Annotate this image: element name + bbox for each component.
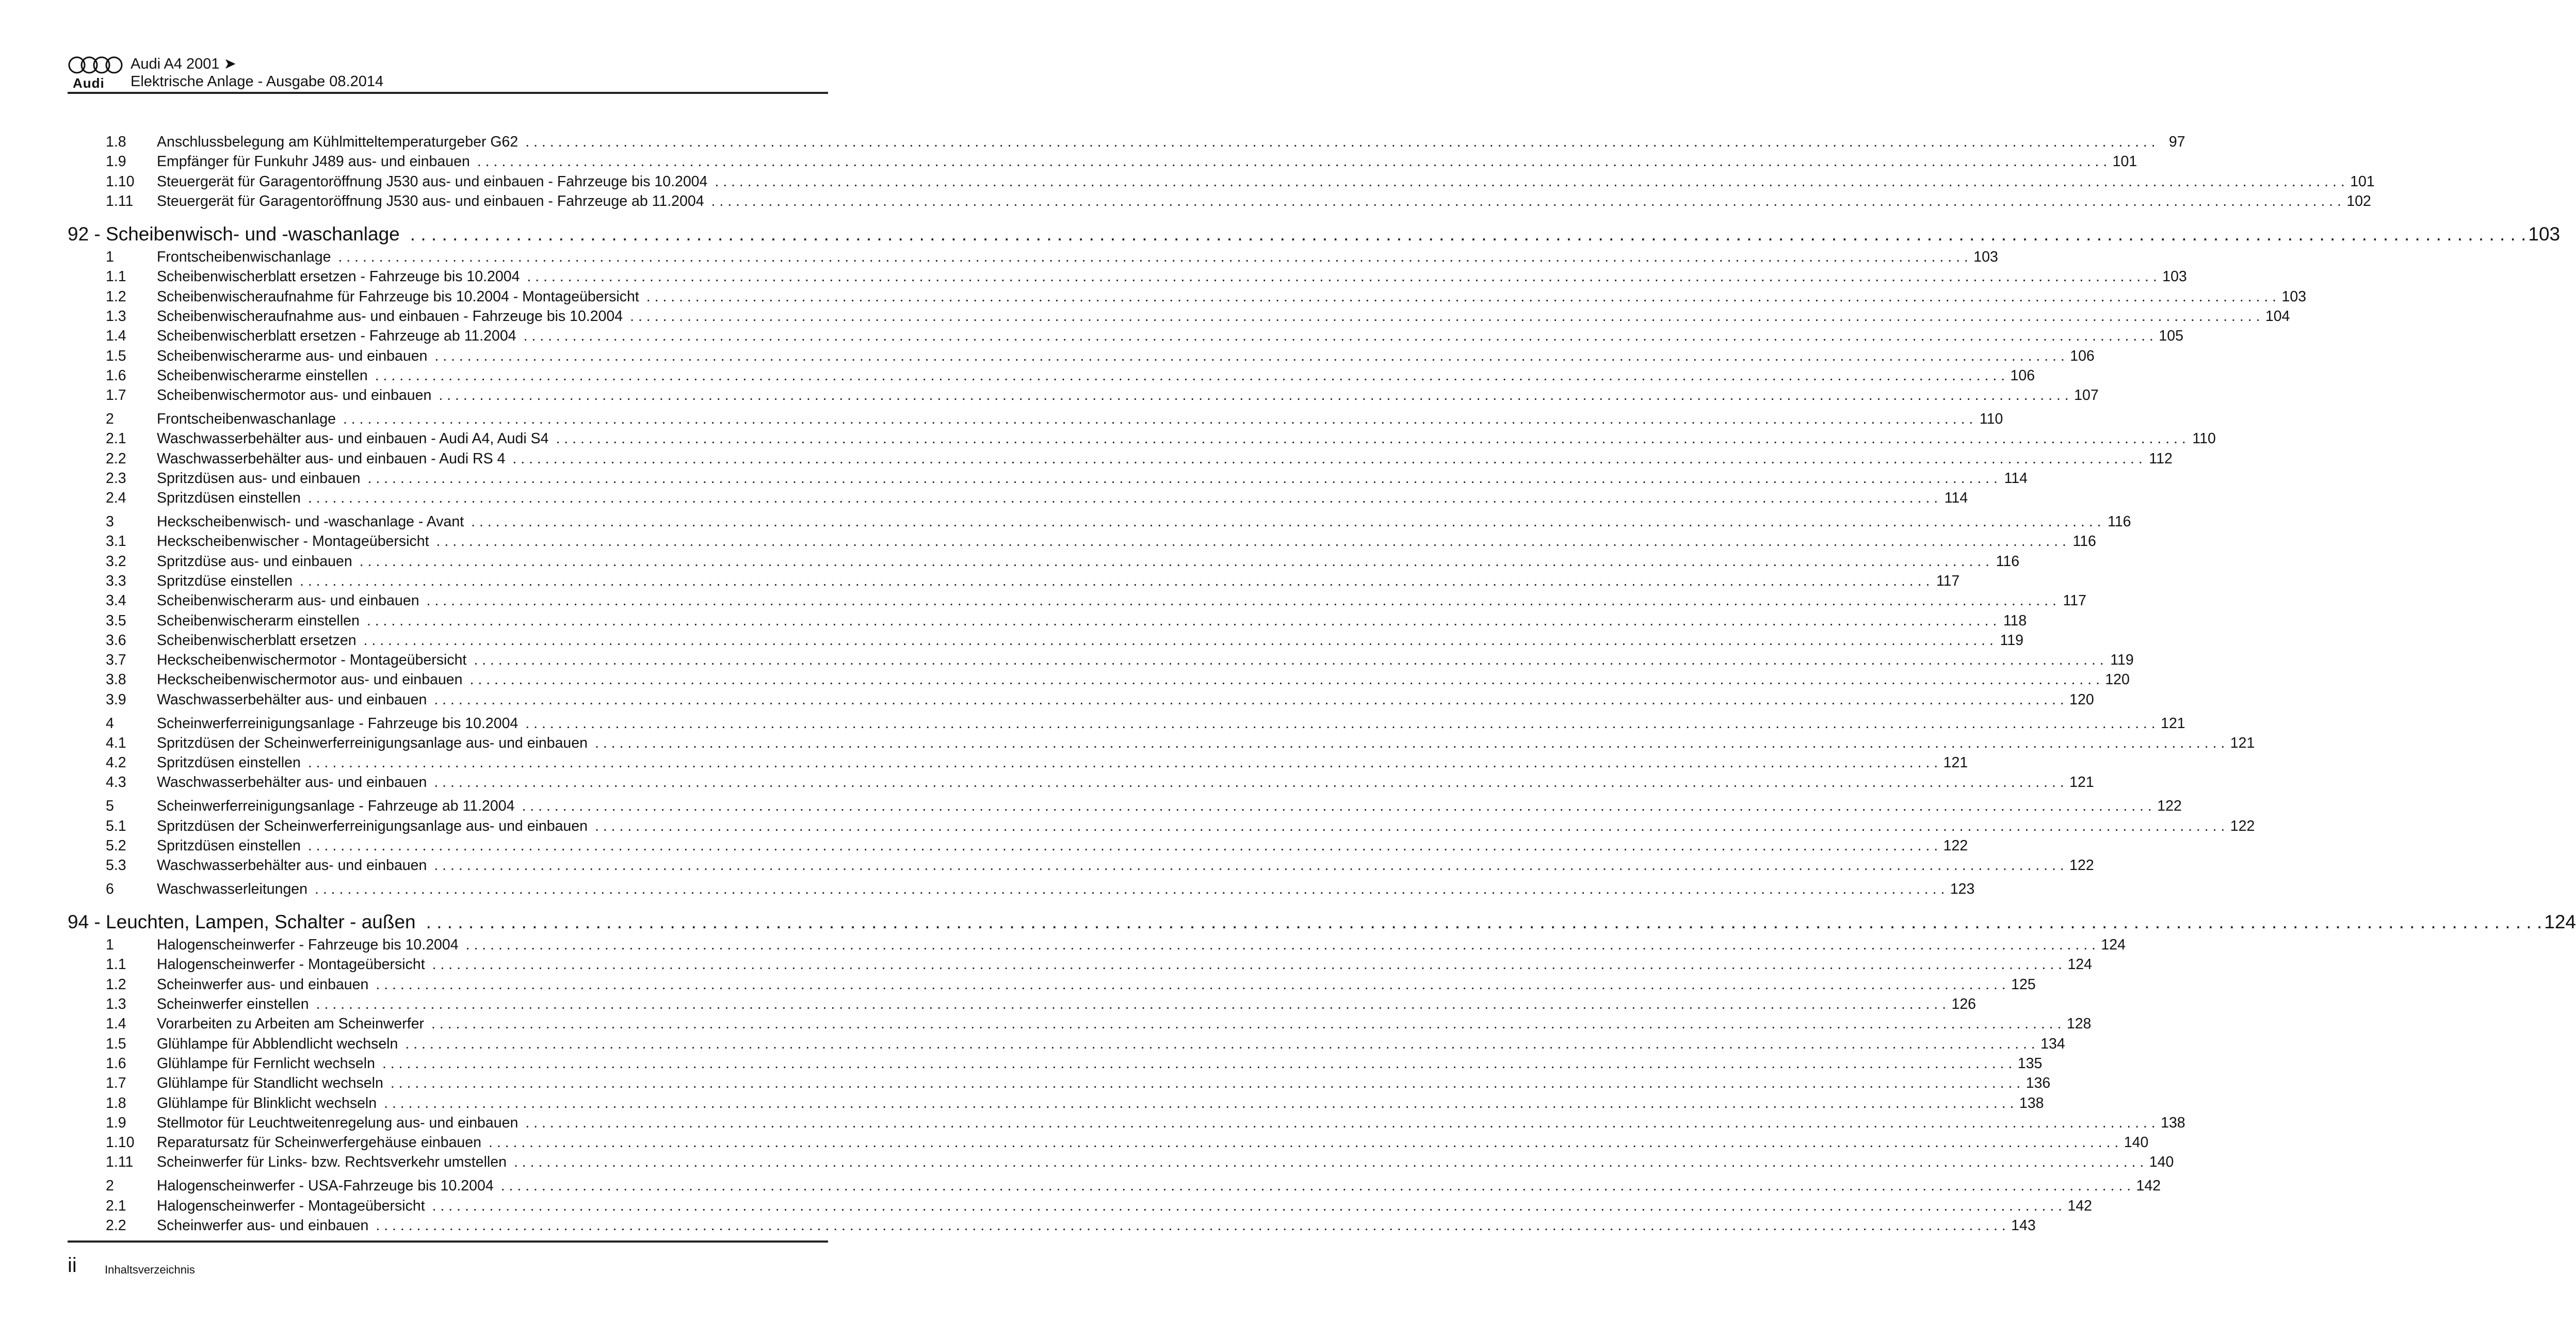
toc-title: Scheinwerfer für Links- bzw. Rechtsverkehr umstellen (157, 1154, 507, 1171)
toc-number: 1.10 (106, 1134, 135, 1151)
dot-leader: . . . . . . . . . . . . . . . . . . . . . . . . . . . . . . . . . . . . . . . . . . . . . . . . . . . . . . . . . . . . . . . . . . . . . . . . . . . . . . . . . . . . . . . . . . . . . . . . . . . . . . . . . . . . . . . . . . . . . . . . . . . . . . . . . . . . . . . . . . . . . . . . . . . . . . . . . . . . . . . . . . . . . . . . . . . . . . . . . . . . . . . . . . . . . . . . . . . . . . . . (434, 774, 2064, 791)
footer-section-label: Inhaltsverzeichnis (105, 1263, 195, 1276)
toc-page-number: 116 (1996, 553, 2020, 570)
toc-title: Halogenscheinwerfer - Montageübersicht (157, 1197, 425, 1214)
toc-entry[interactable] (68, 1196, 2092, 1216)
toc-number: 1.2 (106, 288, 126, 305)
dot-leader: . . . . . . . . . . . . . . . . . . . . . . . . . . . . . . . . . . . . . . . . . . . . . . . . . . . . . . . . . . . . . . . . . . . . . . . . . . . . . . . . . . . . . . . . . . . . . . . . . . . . . . . . . . . . . . . . . . . . . . . . . . . . . . . . . . . . . . . . . . . . . . . . . . . . . . . . . . . . . . . . . . . . . . . . . . . . . . . . . . . . . . . . . . . . . . . . . . . . . . . . (434, 347, 2065, 364)
toc-page-number: 117 (2063, 592, 2086, 609)
toc-title: Scheibenwischerblatt ersetzen - Fahrzeuge ab 11.2004 (157, 328, 516, 345)
toc-number: 2.2 (106, 1217, 126, 1234)
toc-number: 3.8 (106, 671, 126, 688)
toc-title: 94 - Leuchten, Lampen, Schalter - außen (68, 911, 416, 933)
toc-entry[interactable] (68, 753, 1968, 772)
toc-title: Steuergerät für Garagentoröffnung J530 aus- und einbauen - Fahrzeuge bis 10.2004 (157, 173, 708, 190)
toc-page-number: 116 (2072, 533, 2096, 550)
toc-entry[interactable] (68, 1113, 2185, 1133)
dot-leader: . . . . . . . . . . . . . . . . . . . . . . . . . . . . . . . . . . . . . . . . . . . . . . . . . . . . . . . . . . . . . . . . . . . . . . . . . . . . . . . . . . . . . . . . . . . . . . . . . . . . . . . . . . . . . . . . . . . . . . . . . . . . . . . . . . . . . . . . . . . . . . . . . . . . . . . . . . . . . . . . . . . . . . . . . . . . . . . . . . . . . . . . . . . . . . . . . . . . . . . . (432, 956, 2062, 973)
toc-number: 1.10 (106, 173, 135, 190)
toc-number: 1.7 (106, 387, 126, 404)
toc-entry[interactable] (68, 488, 1968, 508)
toc-number: 3.7 (106, 652, 126, 669)
toc-page-number: 118 (2003, 612, 2027, 629)
toc-title: Spritzdüsen einstellen (157, 490, 301, 507)
toc-entry[interactable] (68, 836, 1968, 856)
dot-leader: . . . . . . . . . . . . . . . . . . . . . . . . . . . . . . . . . . . . . . . . . . . . . . . . . . . . . . . . . . . . . . . . . . . . . . . . . . . . . . . . . . . . . . . . . . . . . . . . . . . . . . . . . . . . . . . . . . . . . . . . . . . . . . . . . . . . . . . . . . . . . . . . . . . . . . . . . . . . . . . . . . . . . . . . . . . . . . . . . . . . . . . . . . . . . . . . . . . . . . . . (646, 288, 2277, 305)
toc-page-number: 136 (2026, 1075, 2051, 1092)
toc-title: Waschwasserbehälter aus- und einbauen (157, 691, 427, 708)
toc-title: Steuergerät für Garagentoröffnung J530 aus- und einbauen - Fahrzeuge ab 11.2004 (157, 192, 704, 210)
dot-leader: . . . . . . . . . . . . . . . . . . . . . . . . . . . . . . . . . . . . . . . . . . . . . . . . . . . . . . . . . . . . . . . . . . . . . . . . . . . . . . . . . . . . . . . . . . . . . . . . . . . . . . . . . . . . . . . . . . . . . . . . . . . . . . . . . . . . . . . . . . . . . . . . . . . . . . . . . . . . . . . . . . . . . . . . . . . . . . . . . . . . . . . . . . . . . . . . . . . . . . . . (316, 996, 1947, 1013)
toc-page-number: 117 (1936, 572, 1960, 589)
toc-entry[interactable] (68, 307, 2290, 326)
toc-title: Heckscheibenwischermotor aus- und einbauen (157, 671, 463, 688)
toc-page-number: 110 (1979, 411, 2003, 428)
toc-entry[interactable] (68, 1073, 2051, 1093)
toc-entry[interactable] (68, 975, 2036, 994)
toc-page-number: 138 (2161, 1114, 2185, 1131)
toc-title: Scheibenwischerarme einstellen (157, 367, 368, 384)
toc-page-number: 102 (2346, 192, 2371, 210)
toc-number: 4.2 (106, 754, 126, 771)
dot-leader: . . . . . . . . . . . . . . . . . . . . . . . . . . . . . . . . . . . . . . . . . . . . . . . . . . . . . . . . . . . . . . . . . . . . . . . . . . . . . . . . . . . . . . . . . . . . . . . . . . . . . . . . . . . . . . . . . . . . . . . . . . . . . . . . . . . . . . . . . . . . . . . . . . . . . . . . . . . . . . . . . . . . . . . . . . . . . . . . . . . . . . . . . . . . . . . . . . . . . . . . (474, 652, 2104, 669)
toc-title: Frontscheibenwaschanlage (157, 411, 336, 428)
toc-title: Glühlampe für Blinklicht wechseln (157, 1094, 377, 1111)
toc-title: Anschlussbelegung am Kühlmitteltemperaturgeber G62 (157, 134, 519, 150)
dot-leader: . . . . . . . . . . . . . . . . . . . . . . . . . . . . . . . . . . . . . . . . . . . . . . . . . . . . . . . . . . . . . . . . . . . . . . . . . . . . . . . . . . . . . . . . . . . . . . . . . . . . . . . . . . . . . . . . . . . . . . . . . . . . . . . . . . . . . . . . . . . . . . . . . . . . . . . . . . . . . . . . . . . . . . . . . . . . . . . . . . . . . . . . . . . . . . . . . . . . . . . . (300, 572, 1930, 589)
toc-page-number: 101 (2112, 153, 2137, 170)
toc-section[interactable] (68, 1176, 2161, 1196)
toc-entry[interactable] (68, 571, 1960, 591)
toc-number: 2 (106, 411, 114, 428)
dot-leader: . . . . . . . . . . . . . . . . . . . . . . . . . . . . . . . . . . . . . . . . . . . . . . . . . . . . . . . . . . . . . . . . . . . . . . . . . . . . . . . . . . . . . . . . . . . . . . . . . . . . . . . . . . . . . . . . . . . . . . . . . . . . . . . . . . . . . . . . . . . . . . . . . . . . . . . . . . . . . . . . . . . . . . . . . . . . . . . . . . . . . . . . . . . . . . . . . . . . . . . . (405, 1035, 2035, 1052)
toc-entry[interactable] (68, 994, 1976, 1014)
toc-number: 2.1 (106, 1197, 126, 1214)
toc-page-number: 135 (2017, 1055, 2043, 1072)
toc-entry[interactable] (68, 670, 2130, 689)
dot-leader: . . . . . . . . . . . . . . . . . . . . . . . . . . . . . . . . . . . . . . . . . . . . . . . . . . . . . . . . . . . . . . . . . . . . . . . . . . . . . . . . . . . . . . . . . . . . . . . . . . . . . . . . . . . . . . . . . . . . . . . . . . . . . . . . . . . . . . . . . . . . . . . . . . . . . . . . . . . . . . . . . . . . . . . . . . . . . . . . . . . . . . . . . . . . . . . . . . . . . . . . (307, 754, 1938, 771)
toc-page-number: 119 (2000, 632, 2023, 649)
toc-page-number: 143 (2011, 1217, 2036, 1234)
dot-leader: . . . . . . . . . . . . . . . . . . . . . . . . . . . . . . . . . . . . . . . . . . . . . . . . . . . . . . . . . . . . . . . . . . . . . . . . . . . . . . . . . . . . . . . . . . . . . . . . . . . . . . . . . . . . . . . . . . . . . . . . . . . . . . . . . . . . . . . . . . . . . . . . . . . . . . . . . . . . . . . . . . . . . . . . . . . . . . . . . . . . . . . . . . . . . . . . . . . . . . . . (471, 513, 2101, 530)
dot-leader: . . . . . . . . . . . . . . . . . . . . . . . . . . . . . . . . . . . . . . . . . . . . . . . . . . . . . . . . . . . . . . . . . . . . . . . . . . . . . . . . . . . . . . . . . . . . . . . . . . . . . . . . . . . . . . . . . . . . . . . . . . . . . . . . . . . . . . . . . . . . . . . . . . . . . . . . . . . . . . . . . . . . . . . . . . . . . . . . . . . . . . . . . . . . . . . . . . . . . . . . (382, 1055, 2013, 1072)
toc-page-number: 122 (1943, 837, 1968, 854)
toc-number: 3.1 (106, 533, 126, 550)
toc-number: 1.5 (106, 347, 126, 364)
dot-leader: . . . . . . . . . . . . . . . . . . . . . . . . . . . . . . . . . . . . . . . . . . . . . . . . . . . . . . . . . . . . . . . . . . . . . . . . . . . . . . . . . . . . . . . . . . . . . . . . . . . . . . . . . . . . . . . . . . . . . . . . . . . . . . . . . . . . . . . . . . . . . . . . . . . . . . . . . . . . . . . . . . . . . . . . . . . . . . . . . . . . . . . . . . . . . . . . . . . . . . . . (469, 671, 2100, 688)
toc-page-number: 121 (2161, 715, 2185, 732)
dot-leader: . . . . . . . . . . . . . . . . . . . . . . . . . . . . . . . . . . . . . . . . . . . . . . . . . . . . . . . . . . . . . . . . . . . . . . . . . . . . . . . . . . . . . . . . . . . . . . . . . . . . . . . . . . . . . . . . . . . . . . . . . . . . . . . . . . . . . . . . . . . . . . . . . . . . . . . . . . . . . . . . . . . . . . . . . . . . . . . . . . . . . . . . . . . . . . . . . . . . . . . . (525, 134, 2156, 150)
toc-number: 2.3 (106, 470, 126, 487)
toc-page-number: 121 (1943, 754, 1968, 771)
toc-number: 1.11 (106, 192, 134, 210)
toc-title: Stellmotor für Leuchtweitenregelung aus- und einbauen (157, 1114, 519, 1131)
toc-title: Empfänger für Funkuhr J489 aus- und einbauen (157, 153, 470, 170)
toc-title: Heckscheibenwischer - Montageübersicht (157, 533, 429, 550)
toc-title: Scheibenwischeraufnahme aus- und einbauen - Fahrzeuge bis 10.2004 (157, 308, 623, 325)
toc-title: Spritzdüsen einstellen (157, 754, 301, 771)
toc-page-number: 121 (2230, 734, 2255, 751)
toc-entry[interactable] (68, 287, 2307, 307)
toc-entry[interactable] (68, 1216, 2036, 1235)
toc-page-number: 138 (2019, 1094, 2044, 1111)
toc-title: Scheibenwischerarm aus- und einbauen (157, 592, 419, 609)
dot-leader: . . . . . . . . . . . . . . . . . . . . . . . . . . . . . . . . . . . . . . . . . . . . . . . . . . . . . . . . . . . . . . . . . . . . . . . . . . . . . . . . . . . . . . . . . . . . . . . . . . . . . . . . . . . . . . . . . . . . . . . . . . . . . . . . . . . . . . . . . . . . . . . . . . . . . . . . . . . . . . . . . . . . . . . . . . . . . . . . . . . . . . . . . . . . . . . . . . . . . . . . (477, 153, 2108, 170)
toc-title: Waschwasserbehälter aus- und einbauen (157, 774, 427, 791)
toc-page-number: 140 (2124, 1134, 2149, 1151)
toc-number: 3 (106, 513, 114, 530)
dot-leader: . . . . . . . . . . . . . . . . . . . . . . . . . . . . . . . . . . . . . . . . . . . . . . . . . . . . . . . . . . . . . . . . . . . . . . . . . . . . . . . . . . . . . . . . . . . . . . . . . . . . . . . . . . . . . . . . . . . . . . . . . . . . . . . . . . . . . . . . . . . . . . . . . . . . . . . . . . . . . . . . . . . . . . . . . . . . . . . . . . . . . . . . . . . . . . . . . . . . . . . . (488, 1134, 2119, 1151)
toc-number: 3.5 (106, 612, 126, 629)
footer-page-number: ii (68, 1254, 77, 1277)
toc-page-number: 107 (2074, 387, 2099, 404)
toc-title: Scheinwerfer aus- und einbauen (157, 976, 369, 993)
toc-entry[interactable] (68, 531, 2096, 551)
toc-page-number: 114 (1944, 490, 1968, 507)
toc-page-number: 122 (2157, 798, 2182, 815)
toc-number: 6 (106, 880, 114, 897)
dot-leader: . . . . . . . . . . . . . . . . . . . . . . . . . . . . . . . . . . . . . . . . . . . . . . . . . . . . . . . . . . . . . . . . . . . . . . . . . . . . . . . . . . . . . . . . . . . . . . . . . . . . . . . . . . . . . . . . . . . . . . . . . . . . . . . . . . . . . . . . . . . . . . . . . . . . . . . . . . . . . . . . . . . . . . . . . . . . . . . . . . . . . . . . . . . . . . . . . . . . . . . . (556, 430, 2186, 447)
dot-leader: . . . . . . . . . . . . . . . . . . . . . . . . . . . . . . . . . . . . . . . . . . . . . . . . . . . . . . . . . . . . . . . . . . . . . . . . . . . . . . . . . . . . . . . . . . . . . . . . . . . . . . . . . . . . . . . . . . . . . . . . . . . . . . . . . . . . . . . . . . . . . . . . . . . . . . . . . . . . . . . . . . . . . . . . . . . . . . . . . . . . . . . . . . . . . . . . . . . . . . . . (431, 1016, 2062, 1033)
toc-title: Glühlampe für Abblendlicht wechseln (157, 1035, 398, 1052)
toc-number: 1.9 (106, 153, 126, 170)
dot-leader: . . . . . . . . . . . . . . . . . . . . . . . . . . . . . . . . . . . . . . . . . . . . . . . . . . . . . . . . . . . . . . . . . . . . . . . . . . . . . . . . . . . . . . . . . . . . . . . . . . . . . . . . . . . . . . . . . . . . . . . . . . . . . . . . . . . . . . . . . . . . . . . . . . . . . . . . . . . . . . . . . . . . . . . . . . . . . . . . . . . . . . . . . . . . . . . . . . . . . . . . (527, 268, 2157, 285)
toc-section[interactable] (68, 796, 2182, 816)
toc-number: 3.6 (106, 632, 126, 649)
dot-leader: . . . . . . . . . . . . . . . . . . . . . . . . . . . . . . . . . . . . . . . . . . . . . . . . . . . . . . . . . . . . . . . . . . . . . . . . . . . . . . . . . . . . . . . . . . . . . . . . . . . . . . . . . . . . . . . . . . . . . . . . . . . . . . . . . . . . . . . . . . . . . . . . . . . . . . . . . . . . . . . . . . . . . . . . . . . . . . . . . . . . . . . . . . . . . . . . . . . . . . . . (426, 911, 2542, 933)
toc-page-number: 125 (2011, 976, 2036, 993)
toc-title: Spritzdüsen einstellen (157, 837, 301, 854)
dot-leader: . . . . . . . . . . . . . . . . . . . . . . . . . . . . . . . . . . . . . . . . . . . . . . . . . . . . . . . . . . . . . . . . . . . . . . . . . . . . . . . . . . . . . . . . . . . . . . . . . . . . . . . . . . . . . . . . . . . . . . . . . . . . . . . . . . . . . . . . . . . . . . . . . . . . . . . . . . . . . . . . . . . . . . . . . . . . . . . . . . . . . . . . . . . . . . . . . . . . . . . . (376, 1217, 2006, 1234)
toc-page-number: 142 (2067, 1197, 2092, 1214)
toc-title: Scheibenwischeraufnahme für Fahrzeuge bis 10.2004 - Montageübersicht (157, 288, 639, 305)
toc-title: Scheibenwischerarme aus- und einbauen (157, 347, 428, 364)
toc-title: Spritzdüsen der Scheinwerferreinigungsanlage aus- und einbauen (157, 734, 588, 751)
dot-leader: . . . . . . . . . . . . . . . . . . . . . . . . . . . . . . . . . . . . . . . . . . . . . . . . . . . . . . . . . . . . . . . . . . . . . . . . . . . . . . . . . . . . . . . . . . . . . . . . . . . . . . . . . . . . . . . . . . . . . . . . . . . . . . . . . . . . . . . . . . . . . . . . . . . . . . . . . . . . . . . . . . . . . . . . . . . . . . . . . . . . . . . . . . . . . . . . . . . . . . . . (715, 173, 2345, 190)
dot-leader: . . . . . . . . . . . . . . . . . . . . . . . . . . . . . . . . . . . . . . . . . . . . . . . . . . . . . . . . . . . . . . . . . . . . . . . . . . . . . . . . . . . . . . . . . . . . . . . . . . . . . . . . . . . . . . . . . . . . . . . . . . . . . . . . . . . . . . . . . . . . . . . . . . . . . . . . . . . . . . . . . . . . . . . . . . . . . . . . . . . . . . . . . . . . . . . . . . . . . . . . (439, 387, 2069, 404)
toc-number: 2.2 (106, 450, 126, 467)
audi-wordmark: Audi (73, 75, 105, 91)
toc-entry[interactable] (68, 816, 2255, 836)
toc-number: 3.9 (106, 691, 126, 708)
toc-title: Spritzdüse aus- und einbauen (157, 553, 352, 570)
dot-leader: . . . . . . . . . . . . . . . . . . . . . . . . . . . . . . . . . . . . . . . . . . . . . . . . . . . . . . . . . . . . . . . . . . . . . . . . . . . . . . . . . . . . . . . . . . . . . . . . . . . . . . . . . . . . . . . . . . . . . . . . . . . . . . . . . . . . . . . . . . . . . . . . . . . . . . . . . . . . . . . . . . . . . . . . . . . . . . . . . . . . . . . . . . . . . . . . . . . . . . . . (525, 715, 2156, 732)
toc-entry[interactable] (68, 267, 2187, 286)
toc-entry[interactable] (68, 733, 2255, 753)
toc-number: 5.2 (106, 837, 126, 854)
toc-entry[interactable] (68, 326, 2183, 346)
toc-section[interactable] (68, 935, 2126, 955)
toc-page-number: 114 (2004, 470, 2028, 487)
toc-entry[interactable] (68, 1034, 2065, 1054)
toc-title: Glühlampe für Standlicht wechseln (157, 1075, 383, 1092)
toc-title: Scheibenwischerblatt ersetzen - Fahrzeuge bis 10.2004 (157, 268, 520, 285)
toc-number: 5.3 (106, 857, 126, 874)
toc-title: Heckscheibenwischermotor - Montageübersicht (157, 652, 467, 669)
toc-number: 1.6 (106, 1055, 126, 1072)
dot-leader: . . . . . . . . . . . . . . . . . . . . . . . . . . . . . . . . . . . . . . . . . . . . . . . . . . . . . . . . . . . . . . . . . . . . . . . . . . . . . . . . . . . . . . . . . . . . . . . . . . . . . . . . . . . . . . . . . . . . . . . . . . . . . . . . . . . . . . . . . . . . . . . . . . . . . . . . . . . . . . . . . . . . . . . . . . . . . . . . . . . . . . . . . . . . . . . . . . . . . . . . (307, 490, 1938, 507)
page-header (68, 52, 828, 94)
toc-number: 3.4 (106, 592, 126, 609)
dot-leader: . . . . . . . . . . . . . . . . . . . . . . . . . . . . . . . . . . . . . . . . . . . . . . . . . . . . . . . . . . . . . . . . . . . . . . . . . . . . . . . . . . . . . . . . . . . . . . . . . . . . . . . . . . . . . . . . . . . . . . . . . . . . . . . . . . . . . . . . . . . . . . . . . . . . . . . . . . . . . . . . . . . . . . . . . . . . . . . . . . . . . . . . . . . . . . . . . . . . . . . . (338, 249, 1968, 266)
toc-page-number: 122 (2069, 857, 2094, 874)
toc-number: 1.8 (106, 1094, 126, 1111)
toc-title: Spritzdüsen der Scheinwerferreinigungsanlage aus- und einbauen (157, 817, 588, 834)
toc-entry[interactable] (68, 191, 2371, 211)
toc-section[interactable] (68, 512, 2131, 531)
toc-entry[interactable] (68, 650, 2134, 670)
dot-leader: . . . . . . . . . . . . . . . . . . . . . . . . . . . . . . . . . . . . . . . . . . . . . . . . . . . . . . . . . . . . . . . . . . . . . . . . . . . . . . . . . . . . . . . . . . . . . . . . . . . . . . . . . . . . . . . . . . . . . . . . . . . . . . . . . . . . . . . . . . . . . . . . . . . . . . . . . . . . . . . . . . . . . . . . . . . . . . . . . . . . . . . . . . . . . . . . . . . . . . . . (410, 223, 2526, 245)
toc-number: 2.1 (106, 430, 126, 447)
toc-page-number: 112 (2149, 450, 2173, 467)
toc-entry[interactable] (68, 152, 2137, 171)
dot-leader: . . . . . . . . . . . . . . . . . . . . . . . . . . . . . . . . . . . . . . . . . . . . . . . . . . . . . . . . . . . . . . . . . . . . . . . . . . . . . . . . . . . . . . . . . . . . . . . . . . . . . . . . . . . . . . . . . . . . . . . . . . . . . . . . . . . . . . . . . . . . . . . . . . . . . . . . . . . . . . . . . . . . . . . . . . . . . . . . . . . . . . . . . . . . . . . . . . . . . . . . (465, 937, 2096, 954)
toc-title: Waschwasserleitungen (157, 880, 307, 897)
toc-page-number: 103 (2528, 223, 2561, 245)
toc-section[interactable] (68, 247, 1998, 267)
toc-page-number: 124 (2101, 937, 2126, 954)
toc-title: Heckscheibenwisch- und -waschanlage - Avant (157, 513, 464, 530)
toc-title: Spritzdüsen aus- und einbauen (157, 470, 361, 487)
document-title: Audi A4 2001 ➤ (131, 56, 236, 72)
toc-page-number: 120 (2069, 691, 2094, 708)
toc-title: Frontscheibenwischanlage (157, 249, 331, 266)
toc-entry[interactable] (68, 591, 2086, 610)
toc-title: Halogenscheinwerfer - USA-Fahrzeuge bis 10.2004 (157, 1178, 494, 1195)
toc-page-number: 106 (2070, 347, 2095, 364)
toc-page-number: 122 (2230, 817, 2255, 834)
toc-page-number: 124 (2067, 956, 2092, 973)
dot-leader: . . . . . . . . . . . . . . . . . . . . . . . . . . . . . . . . . . . . . . . . . . . . . . . . . . . . . . . . . . . . . . . . . . . . . . . . . . . . . . . . . . . . . . . . . . . . . . . . . . . . . . . . . . . . . . . . . . . . . . . . . . . . . . . . . . . . . . . . . . . . . . . . . . . . . . . . . . . . . . . . . . . . . . . . . . . . . . . . . . . . . . . . . . . . . . . . . . . . . . . . (390, 1075, 2021, 1092)
dot-leader: . . . . . . . . . . . . . . . . . . . . . . . . . . . . . . . . . . . . . . . . . . . . . . . . . . . . . . . . . . . . . . . . . . . . . . . . . . . . . . . . . . . . . . . . . . . . . . . . . . . . . . . . . . . . . . . . . . . . . . . . . . . . . . . . . . . . . . . . . . . . . . . . . . . . . . . . . . . . . . . . . . . . . . . . . . . . . . . . . . . . . . . . . . . . . . . . . . . . . . . . (513, 1154, 2144, 1171)
toc-page-number: 140 (2149, 1154, 2174, 1171)
dot-leader: . . . . . . . . . . . . . . . . . . . . . . . . . . . . . . . . . . . . . . . . . . . . . . . . . . . . . . . . . . . . . . . . . . . . . . . . . . . . . . . . . . . . . . . . . . . . . . . . . . . . . . . . . . . . . . . . . . . . . . . . . . . . . . . . . . . . . . . . . . . . . . . . . . . . . . . . . . . . . . . . . . . . . . . . . . . . . . . . . . . . . . . . . . . . . . . . . . . . . . . . (711, 192, 2341, 210)
toc-number: 1.3 (106, 996, 126, 1013)
dot-leader: . . . . . . . . . . . . . . . . . . . . . . . . . . . . . . . . . . . . . . . . . . . . . . . . . . . . . . . . . . . . . . . . . . . . . . . . . . . . . . . . . . . . . . . . . . . . . . . . . . . . . . . . . . . . . . . . . . . . . . . . . . . . . . . . . . . . . . . . . . . . . . . . . . . . . . . . . . . . . . . . . . . . . . . . . . . . . . . . . . . . . . . . . . . . . . . . . . . . . . . . (500, 1178, 2131, 1195)
dot-leader: . . . . . . . . . . . . . . . . . . . . . . . . . . . . . . . . . . . . . . . . . . . . . . . . . . . . . . . . . . . . . . . . . . . . . . . . . . . . . . . . . . . . . . . . . . . . . . . . . . . . . . . . . . . . . . . . . . . . . . . . . . . . . . . . . . . . . . . . . . . . . . . . . . . . . . . . . . . . . . . . . . . . . . . . . . . . . . . . . . . . . . . . . . . . . . . . . . . . . . . . (434, 857, 2064, 874)
dot-leader: . . . . . . . . . . . . . . . . . . . . . . . . . . . . . . . . . . . . . . . . . . . . . . . . . . . . . . . . . . . . . . . . . . . . . . . . . . . . . . . . . . . . . . . . . . . . . . . . . . . . . . . . . . . . . . . . . . . . . . . . . . . . . . . . . . . . . . . . . . . . . . . . . . . . . . . . . . . . . . . . . . . . . . . . . . . . . . . . . . . . . . . . . . . . . . . . . . . . . . . . (307, 837, 1938, 854)
toc-number: 2 (106, 1178, 114, 1195)
toc-title: Glühlampe für Fernlicht wechseln (157, 1055, 375, 1072)
document-subtitle: Elektrische Anlage - Ausgabe 08.2014 (131, 73, 384, 90)
table-of-contents (68, 132, 2576, 1235)
toc-page-number: 103 (1973, 249, 1998, 266)
toc-number: 1.8 (106, 134, 126, 150)
toc-entry[interactable] (68, 1093, 2044, 1113)
toc-entry[interactable] (68, 1133, 2149, 1152)
dot-leader: . . . . . . . . . . . . . . . . . . . . . . . . . . . . . . . . . . . . . . . . . . . . . . . . . . . . . . . . . . . . . . . . . . . . . . . . . . . . . . . . . . . . . . . . . . . . . . . . . . . . . . . . . . . . . . . . . . . . . . . . . . . . . . . . . . . . . . . . . . . . . . . . . . . . . . . . . . . . . . . . . . . . . . . . . . . . . . . . . . . . . . . . . . . . . . . . . . . . . . . . (512, 450, 2143, 467)
toc-title: Waschwasserbehälter aus- und einbauen - Audi RS 4 (157, 450, 506, 467)
toc-number: 1.11 (106, 1154, 134, 1171)
dot-leader: . . . . . . . . . . . . . . . . . . . . . . . . . . . . . . . . . . . . . . . . . . . . . . . . . . . . . . . . . . . . . . . . . . . . . . . . . . . . . . . . . . . . . . . . . . . . . . . . . . . . . . . . . . . . . . . . . . . . . . . . . . . . . . . . . . . . . . . . . . . . . . . . . . . . . . . . . . . . . . . . . . . . . . . . . . . . . . . . . . . . . . . . . . . . . . . . . . . . . . . . (376, 976, 2006, 993)
toc-page-number: 101 (2350, 173, 2375, 190)
dot-leader: . . . . . . . . . . . . . . . . . . . . . . . . . . . . . . . . . . . . . . . . . . . . . . . . . . . . . . . . . . . . . . . . . . . . . . . . . . . . . . . . . . . . . . . . . . . . . . . . . . . . . . . . . . . . . . . . . . . . . . . . . . . . . . . . . . . . . . . . . . . . . . . . . . . . . . . . . . . . . . . . . . . . . . . . . . . . . . . . . . . . . . . . . . . . . . . . . . . . . . . . (432, 1197, 2062, 1214)
toc-number: 1.4 (106, 328, 126, 345)
toc-number: 1.9 (106, 1114, 126, 1131)
toc-title: Reparatursatz für Scheinwerfergehäuse einbauen (157, 1134, 481, 1151)
toc-entry[interactable] (68, 429, 2216, 448)
dot-leader: . . . . . . . . . . . . . . . . . . . . . . . . . . . . . . . . . . . . . . . . . . . . . . . . . . . . . . . . . . . . . . . . . . . . . . . . . . . . . . . . . . . . . . . . . . . . . . . . . . . . . . . . . . . . . . . . . . . . . . . . . . . . . . . . . . . . . . . . . . . . . . . . . . . . . . . . . . . . . . . . . . . . . . . . . . . . . . . . . . . . . . . . . . . . . . . . . . . . . . . . (384, 1094, 2014, 1111)
toc-title: Scheinwerferreinigungsanlage - Fahrzeuge bis 10.2004 (157, 715, 519, 732)
toc-entry[interactable] (68, 631, 2023, 650)
toc-title: Scheibenwischerarm einstellen (157, 612, 360, 629)
toc-entry[interactable] (68, 366, 2035, 385)
toc-entry[interactable] (68, 772, 2094, 792)
toc-entry[interactable] (68, 611, 2027, 631)
toc-page-number: 119 (2110, 652, 2134, 669)
toc-number: 1.1 (106, 268, 126, 285)
toc-number: 1.3 (106, 308, 126, 325)
dot-leader: . . . . . . . . . . . . . . . . . . . . . . . . . . . . . . . . . . . . . . . . . . . . . . . . . . . . . . . . . . . . . . . . . . . . . . . . . . . . . . . . . . . . . . . . . . . . . . . . . . . . . . . . . . . . . . . . . . . . . . . . . . . . . . . . . . . . . . . . . . . . . . . . . . . . . . . . . . . . . . . . . . . . . . . . . . . . . . . . . . . . . . . . . . . . . . . . . . . . . . . . (426, 592, 2056, 609)
toc-page-number: 142 (2136, 1178, 2161, 1195)
dot-leader: . . . . . . . . . . . . . . . . . . . . . . . . . . . . . . . . . . . . . . . . . . . . . . . . . . . . . . . . . . . . . . . . . . . . . . . . . . . . . . . . . . . . . . . . . . . . . . . . . . . . . . . . . . . . . . . . . . . . . . . . . . . . . . . . . . . . . . . . . . . . . . . . . . . . . . . . . . . . . . . . . . . . . . . . . . . . . . . . . . . . . . . . . . . . . . . . . . . . . . . . (363, 632, 1994, 649)
dot-leader: . . . . . . . . . . . . . . . . . . . . . . . . . . . . . . . . . . . . . . . . . . . . . . . . . . . . . . . . . . . . . . . . . . . . . . . . . . . . . . . . . . . . . . . . . . . . . . . . . . . . . . . . . . . . . . . . . . . . . . . . . . . . . . . . . . . . . . . . . . . . . . . . . . . . . . . . . . . . . . . . . . . . . . . . . . . . . . . . . . . . . . . . . . . . . . . . . . . . . . . . (436, 533, 2066, 550)
dot-leader: . . . . . . . . . . . . . . . . . . . . . . . . . . . . . . . . . . . . . . . . . . . . . . . . . . . . . . . . . . . . . . . . . . . . . . . . . . . . . . . . . . . . . . . . . . . . . . . . . . . . . . . . . . . . . . . . . . . . . . . . . . . . . . . . . . . . . . . . . . . . . . . . . . . . . . . . . . . . . . . . . . . . . . . . . . . . . . . . . . . . . . . . . . . . . . . . . . . . . . . . (434, 691, 2064, 708)
toc-section[interactable] (68, 714, 2185, 733)
toc-page-number: 128 (2066, 1016, 2092, 1033)
toc-page-number: 105 (2159, 328, 2183, 345)
toc-page-number: 121 (2069, 774, 2094, 791)
toc-page-number: 126 (1951, 996, 1976, 1013)
dot-leader: . . . . . . . . . . . . . . . . . . . . . . . . . . . . . . . . . . . . . . . . . . . . . . . . . . . . . . . . . . . . . . . . . . . . . . . . . . . . . . . . . . . . . . . . . . . . . . . . . . . . . . . . . . . . . . . . . . . . . . . . . . . . . . . . . . . . . . . . . . . . . . . . . . . . . . . . . . . . . . . . . . . . . . . . . . . . . . . . . . . . . . . . . . . . . . . . . . . . . . . . (594, 734, 2225, 751)
toc-number: 1 (106, 249, 114, 266)
toc-title: Waschwasserbehälter aus- und einbauen - Audi A4, Audi S4 (157, 430, 549, 447)
toc-number: 1.2 (106, 976, 126, 993)
toc-number: 5 (106, 798, 114, 815)
dot-leader: . . . . . . . . . . . . . . . . . . . . . . . . . . . . . . . . . . . . . . . . . . . . . . . . . . . . . . . . . . . . . . . . . . . . . . . . . . . . . . . . . . . . . . . . . . . . . . . . . . . . . . . . . . . . . . . . . . . . . . . . . . . . . . . . . . . . . . . . . . . . . . . . . . . . . . . . . . . . . . . . . . . . . . . . . . . . . . . . . . . . . . . . . . . . . . . . . . . . . . . . (630, 308, 2260, 325)
toc-page-number: 120 (2105, 671, 2130, 688)
toc-entry[interactable] (68, 172, 2375, 191)
toc-entry[interactable] (68, 856, 2094, 875)
toc-entry[interactable] (68, 552, 2020, 571)
toc-chapter[interactable] (68, 221, 2561, 247)
toc-number: 1.5 (106, 1035, 126, 1052)
toc-page-number: 123 (1950, 880, 1975, 897)
toc-page-number: 106 (2010, 367, 2035, 384)
toc-title: Halogenscheinwerfer - Fahrzeuge bis 10.2004 (157, 937, 459, 954)
toc-number: 1.7 (106, 1075, 126, 1092)
toc-section[interactable] (68, 409, 2003, 429)
dot-leader: . . . . . . . . . . . . . . . . . . . . . . . . . . . . . . . . . . . . . . . . . . . . . . . . . . . . . . . . . . . . . . . . . . . . . . . . . . . . . . . . . . . . . . . . . . . . . . . . . . . . . . . . . . . . . . . . . . . . . . . . . . . . . . . . . . . . . . . . . . . . . . . . . . . . . . . . . . . . . . . . . . . . . . . . . . . . . . . . . . . . . . . . . . . . . . . . . . . . . . . . (525, 1114, 2156, 1131)
toc-section[interactable] (68, 879, 1975, 899)
toc-entry[interactable] (68, 1152, 2174, 1172)
toc-number: 4 (106, 715, 114, 732)
toc-title: Scheibenwischerblatt ersetzen (157, 632, 357, 649)
toc-entry[interactable] (68, 449, 2173, 469)
toc-number: 1.6 (106, 367, 126, 384)
toc-number: 5.1 (106, 817, 126, 834)
footer-divider (68, 1241, 828, 1243)
dot-leader: . . . . . . . . . . . . . . . . . . . . . . . . . . . . . . . . . . . . . . . . . . . . . . . . . . . . . . . . . . . . . . . . . . . . . . . . . . . . . . . . . . . . . . . . . . . . . . . . . . . . . . . . . . . . . . . . . . . . . . . . . . . . . . . . . . . . . . . . . . . . . . . . . . . . . . . . . . . . . . . . . . . . . . . . . . . . . . . . . . . . . . . . . . . . . . . . . . . . . . . . (367, 470, 1998, 487)
toc-number: 3.2 (106, 553, 126, 570)
toc-entry[interactable] (68, 955, 2092, 974)
toc-title: Scheinwerfer einstellen (157, 996, 309, 1013)
toc-page-number: 97 (2168, 134, 2185, 150)
toc-page-number: 110 (2192, 430, 2216, 447)
dot-leader: . . . . . . . . . . . . . . . . . . . . . . . . . . . . . . . . . . . . . . . . . . . . . . . . . . . . . . . . . . . . . . . . . . . . . . . . . . . . . . . . . . . . . . . . . . . . . . . . . . . . . . . . . . . . . . . . . . . . . . . . . . . . . . . . . . . . . . . . . . . . . . . . . . . . . . . . . . . . . . . . . . . . . . . . . . . . . . . . . . . . . . . . . . . . . . . . . . . . . . . . (366, 612, 1997, 629)
toc-page-number: 116 (2108, 513, 2131, 530)
dot-leader: . . . . . . . . . . . . . . . . . . . . . . . . . . . . . . . . . . . . . . . . . . . . . . . . . . . . . . . . . . . . . . . . . . . . . . . . . . . . . . . . . . . . . . . . . . . . . . . . . . . . . . . . . . . . . . . . . . . . . . . . . . . . . . . . . . . . . . . . . . . . . . . . . . . . . . . . . . . . . . . . . . . . . . . . . . . . . . . . . . . . . . . . . . . . . . . . . . . . . . . . (594, 817, 2225, 834)
toc-number: 1 (106, 937, 114, 954)
dot-leader: . . . . . . . . . . . . . . . . . . . . . . . . . . . . . . . . . . . . . . . . . . . . . . . . . . . . . . . . . . . . . . . . . . . . . . . . . . . . . . . . . . . . . . . . . . . . . . . . . . . . . . . . . . . . . . . . . . . . . . . . . . . . . . . . . . . . . . . . . . . . . . . . . . . . . . . . . . . . . . . . . . . . . . . . . . . . . . . . . . . . . . . . . . . . . . . . . . . . . . . . (359, 553, 1990, 570)
dot-leader: . . . . . . . . . . . . . . . . . . . . . . . . . . . . . . . . . . . . . . . . . . . . . . . . . . . . . . . . . . . . . . . . . . . . . . . . . . . . . . . . . . . . . . . . . . . . . . . . . . . . . . . . . . . . . . . . . . . . . . . . . . . . . . . . . . . . . . . . . . . . . . . . . . . . . . . . . . . . . . . . . . . . . . . . . . . . . . . . . . . . . . . . . . . . . . . . . . . . . . . . (343, 411, 1973, 428)
toc-page-number: 124 (2544, 911, 2576, 933)
toc-chapter[interactable] (68, 909, 2576, 935)
toc-title: Scheinwerferreinigungsanlage - Fahrzeuge ab 11.2004 (157, 798, 515, 815)
toc-page-number: 103 (2162, 268, 2187, 285)
toc-number: 4.3 (106, 774, 126, 791)
toc-title: Vorarbeiten zu Arbeiten am Scheinwerfer (157, 1016, 425, 1033)
toc-number: 1.4 (106, 1016, 126, 1033)
dot-leader: . . . . . . . . . . . . . . . . . . . . . . . . . . . . . . . . . . . . . . . . . . . . . . . . . . . . . . . . . . . . . . . . . . . . . . . . . . . . . . . . . . . . . . . . . . . . . . . . . . . . . . . . . . . . . . . . . . . . . . . . . . . . . . . . . . . . . . . . . . . . . . . . . . . . . . . . . . . . . . . . . . . . . . . . . . . . . . . . . . . . . . . . . . . . . . . . . . . . . . . . (523, 328, 2153, 345)
toc-title: Scheinwerfer aus- und einbauen (157, 1217, 369, 1234)
toc-number: 4.1 (106, 734, 126, 751)
toc-number: 2.4 (106, 490, 126, 507)
toc-entry[interactable] (68, 385, 2099, 405)
dot-leader: . . . . . . . . . . . . . . . . . . . . . . . . . . . . . . . . . . . . . . . . . . . . . . . . . . . . . . . . . . . . . . . . . . . . . . . . . . . . . . . . . . . . . . . . . . . . . . . . . . . . . . . . . . . . . . . . . . . . . . . . . . . . . . . . . . . . . . . . . . . . . . . . . . . . . . . . . . . . . . . . . . . . . . . . . . . . . . . . . . . . . . . . . . . . . . . . . . . . . . . . (522, 798, 2152, 815)
toc-title: Spritzdüse einstellen (157, 572, 293, 589)
toc-entry[interactable] (68, 132, 2185, 152)
toc-title: Waschwasserbehälter aus- und einbauen (157, 857, 427, 874)
toc-number: 3.3 (106, 572, 126, 589)
audi-logo (68, 56, 124, 91)
audi-rings-icon (68, 56, 124, 74)
toc-entry[interactable] (68, 690, 2094, 710)
toc-page-number: 104 (2265, 308, 2290, 325)
toc-entry[interactable] (68, 1014, 2092, 1034)
toc-title: Halogenscheinwerfer - Montageübersicht (157, 956, 425, 973)
toc-entry[interactable] (68, 346, 2095, 366)
toc-entry[interactable] (68, 469, 2028, 488)
dot-leader: . . . . . . . . . . . . . . . . . . . . . . . . . . . . . . . . . . . . . . . . . . . . . . . . . . . . . . . . . . . . . . . . . . . . . . . . . . . . . . . . . . . . . . . . . . . . . . . . . . . . . . . . . . . . . . . . . . . . . . . . . . . . . . . . . . . . . . . . . . . . . . . . . . . . . . . . . . . . . . . . . . . . . . . . . . . . . . . . . . . . . . . . . . . . . . . . . . . . . . . . (375, 367, 2005, 384)
toc-entry[interactable] (68, 1054, 2043, 1073)
toc-number: 1.1 (106, 956, 126, 973)
dot-leader: . . . . . . . . . . . . . . . . . . . . . . . . . . . . . . . . . . . . . . . . . . . . . . . . . . . . . . . . . . . . . . . . . . . . . . . . . . . . . . . . . . . . . . . . . . . . . . . . . . . . . . . . . . . . . . . . . . . . . . . . . . . . . . . . . . . . . . . . . . . . . . . . . . . . . . . . . . . . . . . . . . . . . . . . . . . . . . . . . . . . . . . . . . . . . . . . . . . . . . . . (315, 880, 1945, 897)
toc-title: Scheibenwischermotor aus- und einbauen (157, 387, 432, 404)
toc-page-number: 134 (2040, 1035, 2065, 1052)
toc-page-number: 103 (2281, 288, 2307, 305)
toc-title: 92 - Scheibenwisch- und -waschanlage (68, 223, 400, 245)
